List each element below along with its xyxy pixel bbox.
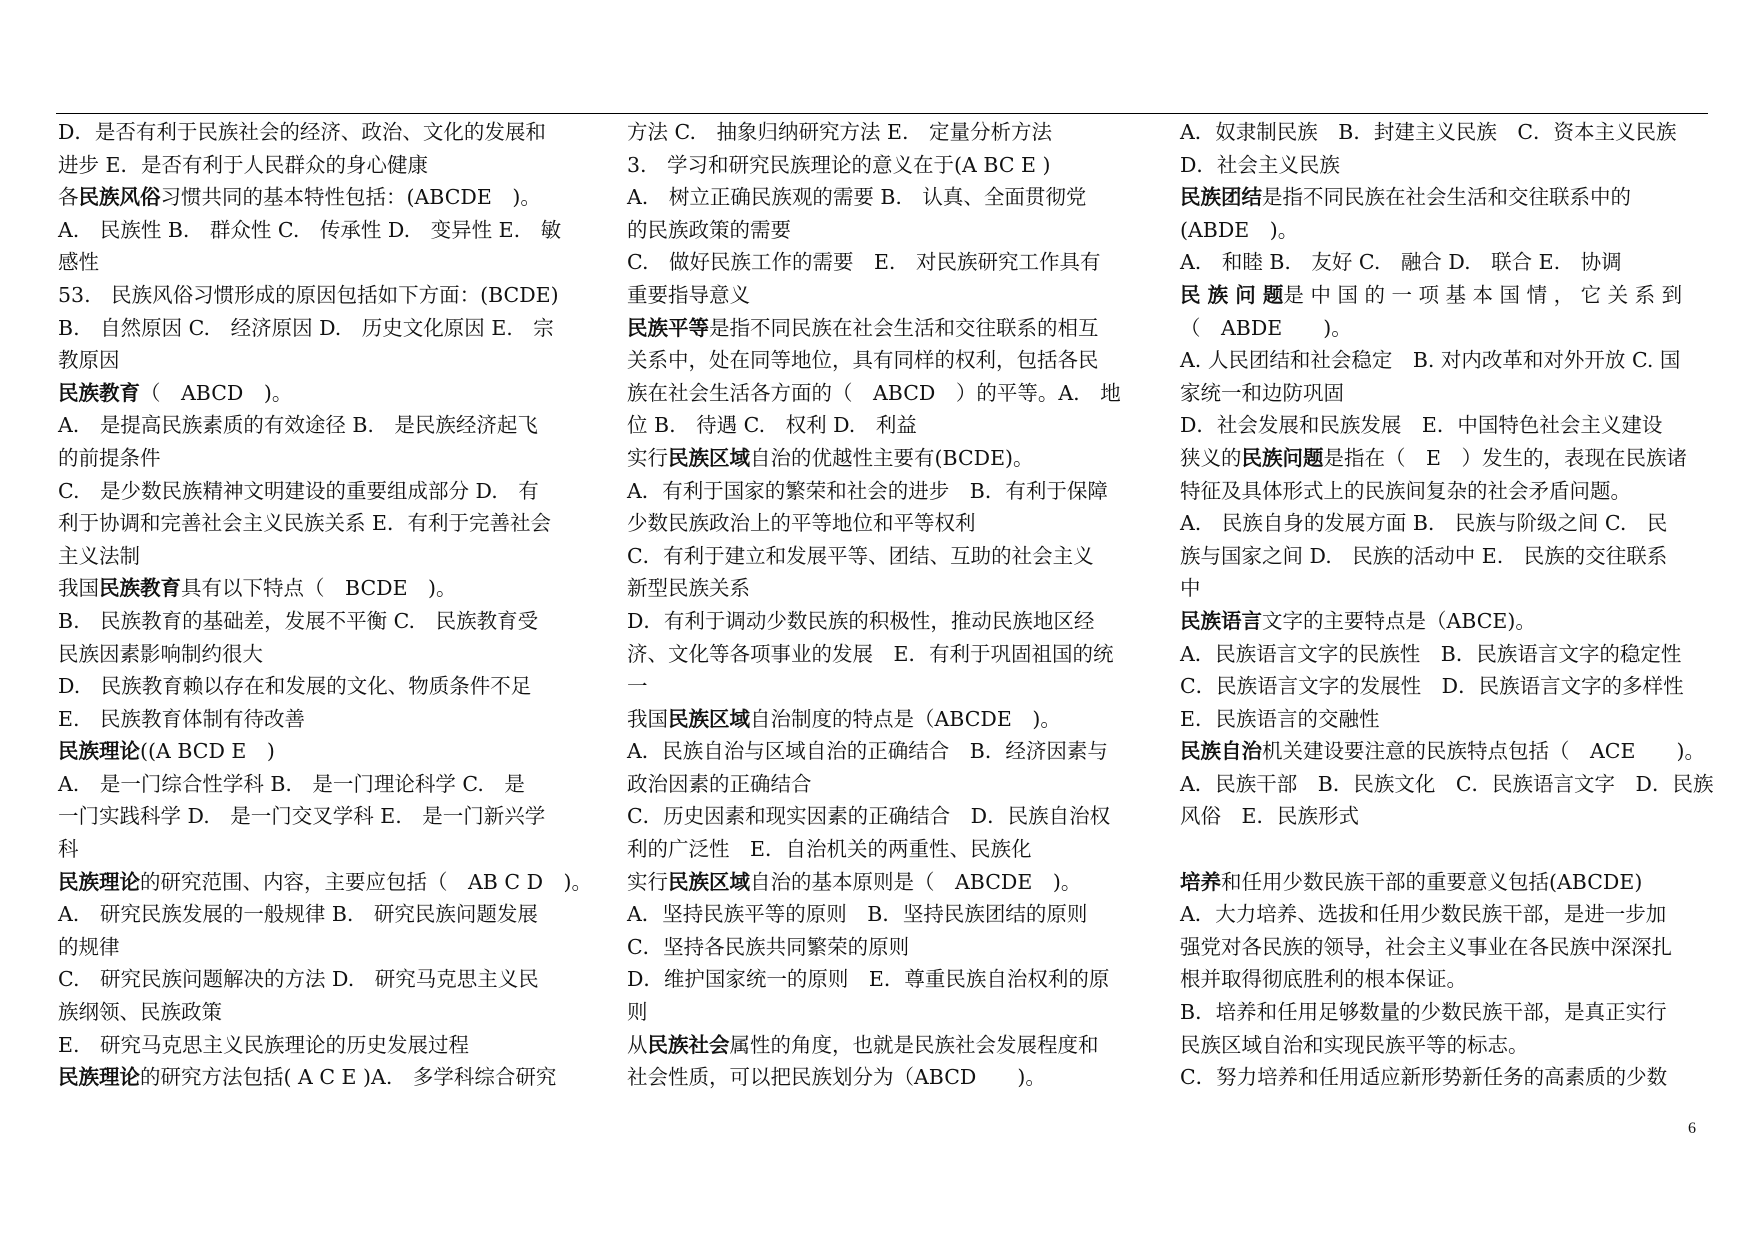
text-segment: D．有利于调动少数民族的积极性，推动民族地区经 — [627, 608, 1095, 633]
text-segment: 是 中 国 的 一 项 基 本 国 情 ， 它 关 系 到 — [1283, 282, 1683, 307]
text-segment: 自治制度的特点是（ABCDE )。 — [750, 706, 1061, 731]
text-segment: 一门实践科学 D. 是一门交叉学科 E. 是一门新兴学 — [58, 804, 546, 829]
text-line — [1180, 475, 1708, 508]
text-line — [1180, 442, 1708, 475]
text-line — [58, 735, 594, 768]
text-line — [1180, 116, 1708, 149]
text-segment: A．民族自治与区域自治的正确结合 B．经济因素与 — [627, 739, 1108, 764]
text-line — [627, 312, 1135, 345]
text-segment: 社会性质，可以把民族划分为（ABCD )。 — [627, 1065, 1046, 1090]
text-segment: 的规律 — [58, 934, 120, 959]
text-segment: （ ABCD )。 — [140, 380, 293, 405]
text-segment: 各 — [58, 185, 79, 210]
text-segment: 文字的主要特点是（ABCE)。 — [1262, 608, 1536, 633]
text-segment: 和任用少数民族干部的重要意义包括(ABCDE) — [1221, 869, 1643, 894]
text-segment: C．坚持各民族共同繁荣的原则 — [627, 934, 910, 959]
text-line — [58, 116, 594, 149]
text-line — [1180, 703, 1708, 736]
text-line — [627, 800, 1135, 833]
bold-term: 民族教育 — [58, 380, 140, 405]
text-line — [627, 442, 1135, 475]
text-line — [1180, 507, 1708, 540]
text-line — [627, 377, 1135, 410]
text-line — [1180, 996, 1708, 1029]
text-segment: 自治的优越性主要有(BCDE)。 — [750, 445, 1034, 470]
text-line — [58, 605, 594, 638]
text-segment: E. 民族教育体制有待改善 — [58, 706, 305, 731]
text-line — [1180, 1029, 1708, 1062]
text-segment: 实行 — [627, 445, 668, 470]
text-segment: 关系中，处在同等地位，具有同样的权利，包括各民 — [627, 348, 1099, 373]
text-line — [58, 507, 594, 540]
text-segment: 科 — [58, 837, 79, 862]
text-line — [627, 540, 1135, 573]
text-segment: A．坚持民族平等的原则 B．坚持民族团结的原则 — [627, 902, 1088, 927]
bold-term: 民族团结 — [1180, 185, 1262, 210]
text-segment: A. 民族自身的发展方面 B. 民族与阶级之间 C. 民 — [1180, 511, 1668, 536]
text-line — [1180, 279, 1708, 312]
text-segment: 属性的角度，也就是民族社会发展程度和 — [729, 1032, 1099, 1057]
text-line — [58, 540, 594, 573]
text-segment: 方法 C. 抽象归纳研究方法 E. 定量分析方法 — [627, 120, 1052, 144]
text-line — [1180, 312, 1708, 345]
text-segment: A. 研究民族发展的一般规律 B. 研究民族问题发展 — [58, 902, 538, 927]
text-line — [627, 214, 1135, 247]
text-line — [627, 996, 1135, 1029]
bold-term: 民族区域 — [668, 706, 750, 731]
bold-term: 民族语言 — [1180, 608, 1262, 633]
text-line — [1180, 1061, 1708, 1094]
text-line — [58, 833, 594, 866]
text-line — [1180, 344, 1708, 377]
text-line — [627, 931, 1135, 964]
text-line — [627, 572, 1135, 605]
text-segment: 族纲领、民族政策 — [58, 1000, 222, 1025]
text-segment: 的民族政策的需要 — [627, 217, 791, 242]
text-segment: 根并取得彻底胜利的根本保证。 — [1180, 967, 1467, 992]
text-line — [1180, 768, 1714, 801]
text-line — [58, 475, 594, 508]
text-segment: 族在社会生活各方面的（ ABCD ）的平等。A. 地 — [627, 380, 1121, 405]
bold-term: 民族平等 — [627, 315, 709, 340]
text-segment: 位 B. 待遇 C. 权利 D. 利益 — [627, 413, 917, 438]
bold-term: 民族区域 — [668, 869, 750, 894]
text-segment: 的前提条件 — [58, 445, 161, 470]
bold-term: 民族区域 — [668, 445, 750, 470]
text-line — [1180, 181, 1708, 214]
text-line — [58, 409, 594, 442]
text-segment: 特征及具体形式上的民族间复杂的社会矛盾问题。 — [1180, 478, 1631, 503]
text-line — [627, 279, 1135, 312]
text-line — [627, 898, 1135, 931]
text-segment: （ ABDE )。 — [1180, 315, 1352, 340]
text-segment: A. 和睦 B. 友好 C. 融合 D. 联合 E. 协调 — [1180, 250, 1622, 275]
text-segment: 利的广泛性 E．自治机关的两重性、民族化 — [627, 837, 1032, 862]
text-line — [58, 214, 594, 247]
text-segment: 进步 E．是否有利于人民群众的身心健康 — [58, 152, 428, 177]
text-segment: B．培养和任用足够数量的少数民族干部，是真正实行 — [1180, 1000, 1667, 1025]
bold-term: 培养 — [1180, 869, 1221, 894]
text-segment: 风俗 E．民族形式 — [1180, 804, 1359, 829]
text-line — [58, 898, 594, 931]
text-line — [1180, 605, 1708, 638]
text-segment: 是指不同民族在社会生活和交往联系中的 — [1262, 185, 1631, 210]
text-segment: 狭义的 — [1180, 445, 1242, 470]
text-segment: B. 民族教育的基础差，发展不平衡 C. 民族教育受 — [58, 608, 539, 633]
text-line — [58, 312, 594, 345]
text-line — [58, 1061, 594, 1094]
text-line — [627, 963, 1135, 996]
text-line — [58, 246, 594, 279]
text-line — [627, 1061, 1135, 1094]
text-line — [627, 344, 1135, 377]
text-line — [58, 931, 594, 964]
text-line — [58, 670, 594, 703]
text-line — [627, 833, 1135, 866]
text-line — [627, 507, 1135, 540]
text-line — [627, 409, 1135, 442]
text-segment: A. 树立正确民族观的需要 B. 认真、全面贯彻党 — [627, 185, 1087, 210]
text-segment: 重要指导意义 — [627, 282, 750, 307]
bold-term: 民族自治 — [1180, 739, 1262, 764]
text-segment: A. 是提高民族素质的有效途径 B. 是民族经济起飞 — [58, 413, 538, 438]
text-segment: D．社会发展和民族发展 E．中国特色社会主义建设 — [1180, 413, 1663, 438]
text-line — [627, 1029, 1135, 1062]
text-segment: C. 是少数民族精神文明建设的重要组成部分 D. 有 — [58, 478, 539, 503]
text-segment: 新型民族关系 — [627, 576, 750, 601]
text-segment: 从 — [627, 1032, 648, 1057]
text-segment: C．有利于建立和发展平等、团结、互助的社会主义 — [627, 543, 1094, 568]
text-line — [1180, 866, 1708, 899]
bold-term: 民族风俗 — [78, 185, 161, 210]
text-line — [627, 866, 1135, 899]
text-segment: 的研究范围、内容，主要应包括（ AB C D )。 — [140, 869, 593, 894]
text-line — [1180, 540, 1708, 573]
text-segment: E. 研究马克思主义民族理论的历史发展过程 — [58, 1032, 469, 1057]
text-line — [1180, 800, 1708, 833]
text-segment: 少数民族政治上的平等地位和平等权利 — [627, 511, 976, 536]
text-line — [58, 996, 594, 1029]
text-line — [1180, 572, 1708, 605]
text-column-1 — [58, 116, 594, 1094]
page-number: 6 — [1688, 1120, 1696, 1137]
text-line — [627, 768, 1135, 801]
text-line — [58, 572, 594, 605]
text-segment: 教原因 — [58, 348, 120, 373]
text-line — [1180, 377, 1708, 410]
text-segment: 民族因素影响制约很大 — [58, 641, 263, 666]
text-segment: A. 是一门综合性学科 B. 是一门理论科学 C. 是 — [58, 771, 525, 796]
text-segment: D. 民族教育赖以存在和发展的文化、物质条件不足 — [58, 674, 532, 699]
text-line — [58, 442, 594, 475]
text-segment: 53. 民族风俗习惯形成的原因包括如下方面：(BCDE) — [58, 282, 559, 307]
text-segment: 实行 — [627, 869, 668, 894]
text-segment: 习惯共同的基本特性包括：(ABCDE )。 — [160, 185, 541, 210]
text-line — [1180, 898, 1708, 931]
text-segment: 感性 — [58, 250, 99, 275]
text-segment: A. 人民团结和社会稳定 B. 对内改革和对外开放 C. 国 — [1180, 348, 1681, 373]
text-segment: 主义法制 — [58, 543, 140, 568]
text-segment: D．社会主义民族 — [1180, 152, 1340, 177]
bold-term: 民族理论 — [58, 869, 140, 894]
text-line — [1180, 246, 1708, 279]
text-segment: 则 — [627, 1000, 648, 1025]
header-rule — [56, 113, 1708, 114]
text-line — [627, 246, 1135, 279]
text-line — [1180, 149, 1708, 182]
text-line — [627, 638, 1135, 671]
text-line — [58, 279, 594, 312]
text-segment: 利于协调和完善社会主义民族关系 E．有利于完善社会 — [58, 511, 551, 536]
text-segment: C．历史因素和现实因素的正确结合 D．民族自治权 — [627, 804, 1111, 829]
text-line — [627, 475, 1135, 508]
text-column-2 — [627, 116, 1135, 1094]
text-line — [58, 344, 594, 377]
text-segment: D．维护国家统一的原则 E．尊重民族自治权利的原 — [627, 967, 1110, 992]
text-line — [1180, 670, 1708, 703]
bold-term: 民族理论 — [58, 739, 140, 764]
bold-term: 民族问题 — [1241, 445, 1324, 470]
text-line — [1180, 931, 1708, 964]
text-segment: 的研究方法包括( A C E )A. 多学科综合研究 — [140, 1065, 557, 1090]
text-segment: 自治的基本原则是（ ABCDE )。 — [750, 869, 1082, 894]
text-segment: 济、文化等各项事业的发展 E．有利于巩固祖国的统 — [627, 641, 1114, 666]
text-line — [58, 800, 594, 833]
text-line — [627, 605, 1135, 638]
text-line — [58, 768, 594, 801]
text-line — [627, 735, 1135, 768]
text-segment: 是指不同民族在社会生活和交往联系的相互 — [709, 315, 1099, 340]
text-segment: C. 研究民族问题解决的方法 D. 研究马克思主义民 — [58, 967, 539, 992]
text-segment: 民族区域自治和实现民族平等的标志。 — [1180, 1032, 1529, 1057]
text-segment: C. 做好民族工作的需要 E. 对民族研究工作具有 — [627, 250, 1101, 275]
text-segment: 强党对各民族的领导，社会主义事业在各民族中深深扎 — [1180, 934, 1672, 959]
text-column-3 — [1180, 116, 1714, 1094]
bold-term: 民 族 问 题 — [1180, 282, 1284, 307]
text-segment: 中 — [1180, 576, 1201, 601]
text-segment: 机关建设要注意的民族特点包括（ ACE )。 — [1262, 739, 1705, 764]
text-segment: (ABDE )。 — [1180, 217, 1299, 242]
text-line — [1180, 409, 1708, 442]
text-segment: 家统一和边防巩固 — [1180, 380, 1344, 405]
text-segment: 一 — [627, 674, 648, 699]
text-line — [58, 1029, 594, 1062]
blank-line — [1180, 833, 1708, 866]
text-line — [58, 149, 594, 182]
text-segment: B. 自然原因 C. 经济原因 D. 历史文化原因 E. 宗 — [58, 315, 554, 340]
text-line — [627, 116, 1135, 149]
text-line — [58, 638, 594, 671]
text-line — [627, 181, 1135, 214]
text-segment: A．民族语言文字的民族性 B．民族语言文字的稳定性 — [1180, 641, 1682, 666]
text-segment: 具有以下特点（ BCDE )。 — [181, 576, 457, 601]
text-line — [58, 181, 594, 214]
text-segment: D．是否有利于民族社会的经济、政治、文化的发展和 — [58, 120, 546, 144]
text-segment: 是指在（ E ）发生的，表现在民族诸 — [1323, 445, 1687, 470]
bold-term: 民族理论 — [58, 1065, 140, 1090]
text-segment: E．民族语言的交融性 — [1180, 706, 1380, 731]
text-line — [627, 670, 1135, 703]
text-segment: C．努力培养和任用适应新形势新任务的高素质的少数 — [1180, 1065, 1668, 1090]
text-segment: A．大力培养、选拔和任用少数民族干部，是进一步加 — [1180, 902, 1667, 927]
text-segment: 3. 学习和研究民族理论的意义在于(A BC E ) — [627, 152, 1051, 177]
text-line — [1180, 963, 1708, 996]
text-line — [1180, 638, 1708, 671]
text-line — [58, 963, 594, 996]
bold-term: 民族教育 — [99, 576, 181, 601]
text-segment: A．奴隶制民族 B．封建主义民族 C．资本主义民族 — [1180, 120, 1677, 144]
bold-term: 民族社会 — [647, 1032, 730, 1057]
text-line — [1180, 214, 1708, 247]
text-segment: A. 民族性 B. 群众性 C. 传承性 D. 变异性 E. 敏 — [58, 217, 562, 242]
text-segment: C．民族语言文字的发展性 D．民族语言文字的多样性 — [1180, 674, 1684, 699]
text-line — [58, 866, 594, 899]
text-segment: 我国 — [58, 576, 99, 601]
text-segment: 我国 — [627, 706, 668, 731]
text-segment: 族与国家之间 D. 民族的活动中 E. 民族的交往联系 — [1180, 543, 1668, 568]
text-segment: 政治因素的正确结合 — [627, 771, 812, 796]
text-segment: A．有利于国家的繁荣和社会的进步 B．有利于保障 — [627, 478, 1108, 503]
text-line — [58, 703, 594, 736]
text-line — [627, 703, 1135, 736]
text-segment: ((A BCD E ) — [140, 739, 275, 764]
text-line — [58, 377, 594, 410]
text-line — [627, 149, 1135, 182]
text-segment: A．民族干部 B．民族文化 C．民族语言文字 D．民族 — [1180, 771, 1714, 796]
text-line — [1180, 735, 1708, 768]
